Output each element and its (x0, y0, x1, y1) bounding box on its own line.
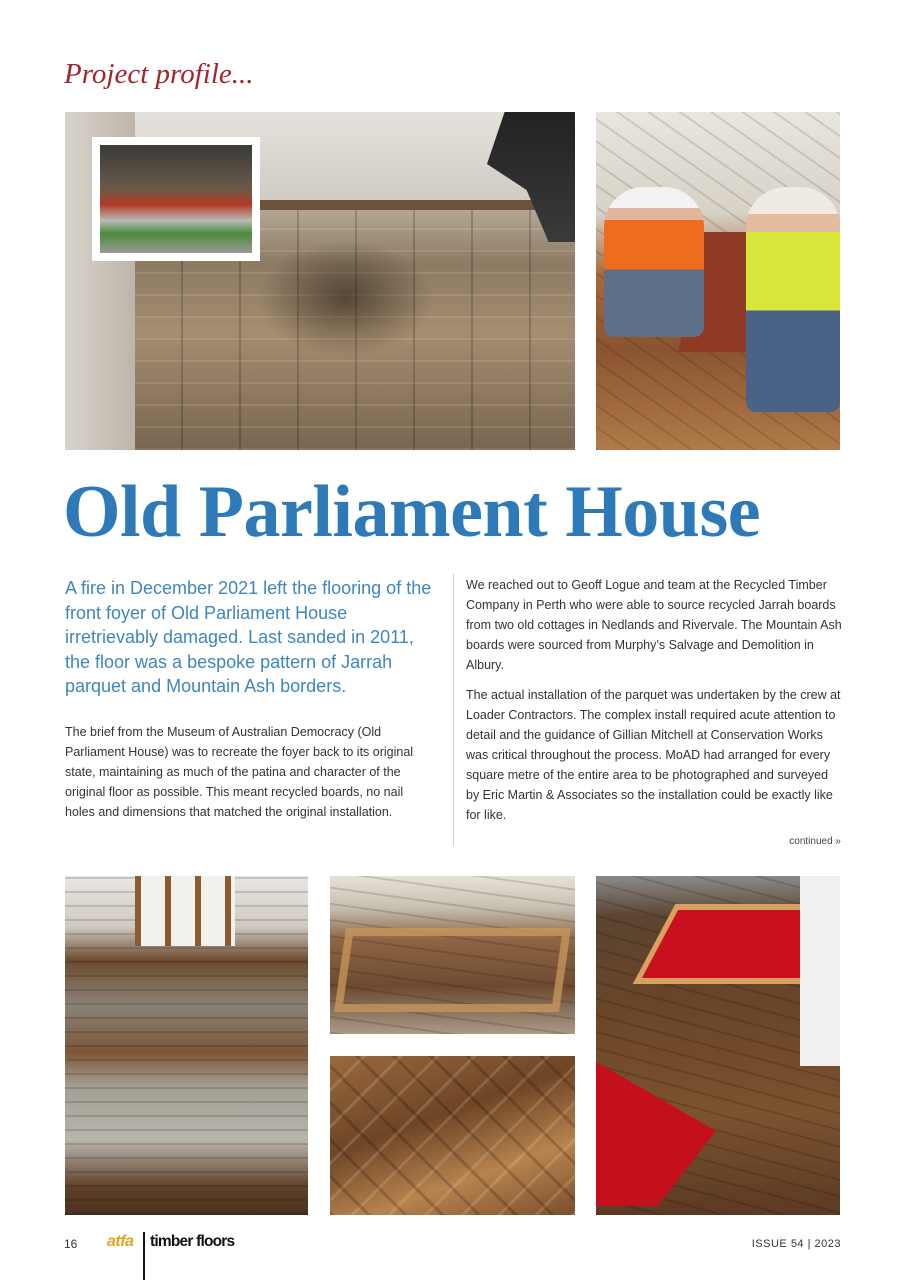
photo-laying-boards (330, 876, 575, 1034)
page-title: Old Parliament House (63, 471, 761, 553)
intro-paragraph: A fire in December 2021 left the flooring of the front foyer of Old Parliament House irretrievably damaged. Last sanded in 2011, the floor was a bespoke pattern of Jarrah parquet and Mountain Ash borders. (65, 578, 432, 696)
photo-damaged-floor (65, 112, 575, 450)
photo-foyer-stripped (65, 876, 308, 1215)
body-paragraph-right-2: The actual installation of the parquet was undertaken by the crew at Loader Contractors. The complex install required acute attention to detail and the guidance of Gillian Mitchell at Conservation Works was critical throughout the process. MoAD had arranged for every square metre of the entire area to be photographed and surveyed by Eric Martin & Associates so the installation could be exactly like for like. (466, 688, 841, 822)
photo-parquet-detail (330, 1056, 575, 1215)
body-column-right (466, 575, 842, 835)
section-tag: Project profile... (64, 58, 254, 90)
body-paragraph-left: The brief from the Museum of Australian Democracy (Old Parliament House) was to recreate the foyer back to its original state, maintaining as much of the patina and character of the original floor as possible. This meant recycled boards, no nail holes and dimensions that matched the original installation. (65, 725, 414, 819)
body-paragraph-right-1: We reached out to Geoff Logue and team at the Recycled Timber Company in Perth who were able to source recycled Jarrah boards from two old cottages in Nedlands and Rivervale. The Mountain Ash boards were sourced from Murphy’s Salvage and Demolition in Albury. (466, 578, 842, 672)
page-number: 16 (64, 1237, 78, 1251)
photo-finished-floor (596, 876, 840, 1215)
continued-label: continued » (789, 836, 841, 847)
logo-divider (143, 1232, 145, 1280)
timber-floors-logo: timber floors (150, 1233, 235, 1250)
photo-inset-fire (92, 137, 260, 261)
issue-label: ISSUE 54 | 2023 (751, 1238, 841, 1250)
photo-inspection (596, 112, 840, 450)
column-divider (453, 574, 454, 846)
atfa-logo: atfa (107, 1233, 134, 1250)
